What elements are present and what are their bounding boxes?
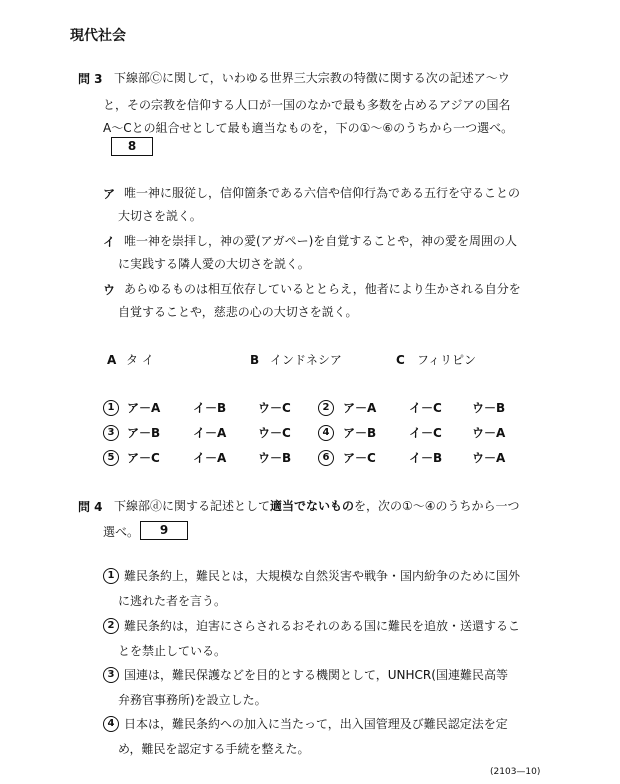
question-3-line-2: と，その宗教を信仰する人口が一国のなかで最も多数を占めるアジアの国名 (103, 98, 511, 112)
option-4-u: ウ－A (472, 426, 506, 440)
q4-option-1-line-2: に逃れた者を言う。 (118, 594, 227, 608)
country-b-name: インドネシア (270, 353, 342, 367)
option-6-i: イ－B (409, 451, 443, 465)
statement-u-label: ウ (103, 283, 116, 297)
option-1-i: イ－B (193, 401, 227, 415)
option-6-a: ア－C (343, 451, 376, 465)
page-number: (2103—10) (490, 767, 541, 777)
q4-option-1-line-1: 難民条約上，難民とは，大規模な自然災害や戦争・国内紛争のために国外 (124, 569, 521, 583)
option-6-u: ウ－A (472, 451, 506, 465)
statement-i-line-2: に実践する隣人愛の大切さを説く。 (118, 257, 310, 271)
q4-option-4-line-1: 日本は，難民条約への加入に当たって，出入国管理及び難民認定法を定 (124, 717, 508, 731)
option-6-marker[interactable]: 6 (318, 450, 334, 466)
q4-option-3-line-2: 弁務官事務所)を設立した。 (118, 693, 267, 707)
statement-i-label: イ (103, 235, 116, 249)
option-3-marker[interactable]: 3 (103, 425, 119, 441)
option-5-marker[interactable]: 5 (103, 450, 119, 466)
question-4-line-1 (114, 498, 520, 514)
option-2-u: ウ－B (472, 401, 506, 415)
q4-option-4-marker[interactable]: 4 (103, 716, 119, 732)
country-b-letter: B (250, 353, 260, 367)
answer-box-9: 9 (140, 521, 188, 540)
statement-a-line-1: 唯一神に服従し，信仰箇条である六信や信仰行為である五行を守ることの (124, 186, 521, 200)
option-4-i: イ－C (409, 426, 442, 440)
q4-option-3-marker[interactable]: 3 (103, 667, 119, 683)
q4-option-2-line-1: 難民条約は，迫害にさらされるおそれのある国に難民を追放・送還するこ (124, 619, 521, 633)
option-4-a: ア－B (343, 426, 377, 440)
question-3-line-3: A～Cとの組合せとして最も適当なものを，下の①～⑥のうちから一つ選べ。 (103, 121, 514, 135)
statement-a-line-2: 大切さを説く。 (118, 209, 202, 223)
statement-u-line-2: 自覚することや，慈悲の心の大切さを説く。 (118, 305, 358, 319)
question-4-number: 問 4 (78, 500, 103, 514)
option-3-a: ア－B (127, 426, 161, 440)
statement-a-label: ア (103, 187, 116, 201)
option-1-a: ア－A (127, 401, 161, 415)
section-title: 現代社会 (70, 28, 126, 44)
option-1-marker[interactable]: 1 (103, 400, 119, 416)
statement-u-line-1: あらゆるものは相互依存しているととらえ，他者により生かされる自分を (124, 282, 521, 296)
option-3-u: ウ－C (258, 426, 291, 440)
question-4-emphasis: 適当でないもの (270, 499, 355, 513)
statement-i-line-1: 唯一神を崇拝し，神の愛(アガペー)を自覚することや，神の愛を周囲の人 (124, 234, 518, 248)
question-3-number: 問 3 (78, 72, 103, 86)
option-1-u: ウ－C (258, 401, 291, 415)
option-5-a: ア－C (127, 451, 160, 465)
question-4-line-1-part-b: を，次の①～④のうちから一つ (354, 499, 520, 513)
option-5-u: ウ－B (258, 451, 292, 465)
q4-option-4-line-2: め，難民を認定する手続を整えた。 (118, 742, 310, 756)
q4-option-1-marker[interactable]: 1 (103, 568, 119, 584)
country-c-letter: C (396, 353, 405, 367)
q4-option-3-line-1: 国連は，難民保護などを目的とする機関として，UNHCR(国連難民高等 (124, 668, 508, 682)
question-4-line-1-part-a: 下線部ⓓに関する記述として (114, 499, 271, 513)
question-3-line-1: 下線部Ⓒに関して，いわゆる世界三大宗教の特徴に関する次の記述ア～ウ (114, 71, 510, 85)
answer-box-8: 8 (111, 137, 153, 156)
country-a-name: タ イ (126, 353, 154, 367)
option-2-i: イ－C (409, 401, 442, 415)
option-3-i: イ－A (193, 426, 227, 440)
country-a-letter: A (107, 353, 117, 367)
option-2-a: ア－A (343, 401, 377, 415)
option-2-marker[interactable]: 2 (318, 400, 334, 416)
country-c-name: フィリピン (417, 353, 477, 367)
q4-option-2-line-2: とを禁止している。 (118, 644, 227, 658)
option-5-i: イ－A (193, 451, 227, 465)
option-4-marker[interactable]: 4 (318, 425, 334, 441)
q4-option-2-marker[interactable]: 2 (103, 618, 119, 634)
question-4-line-2: 選べ。 (103, 525, 140, 539)
